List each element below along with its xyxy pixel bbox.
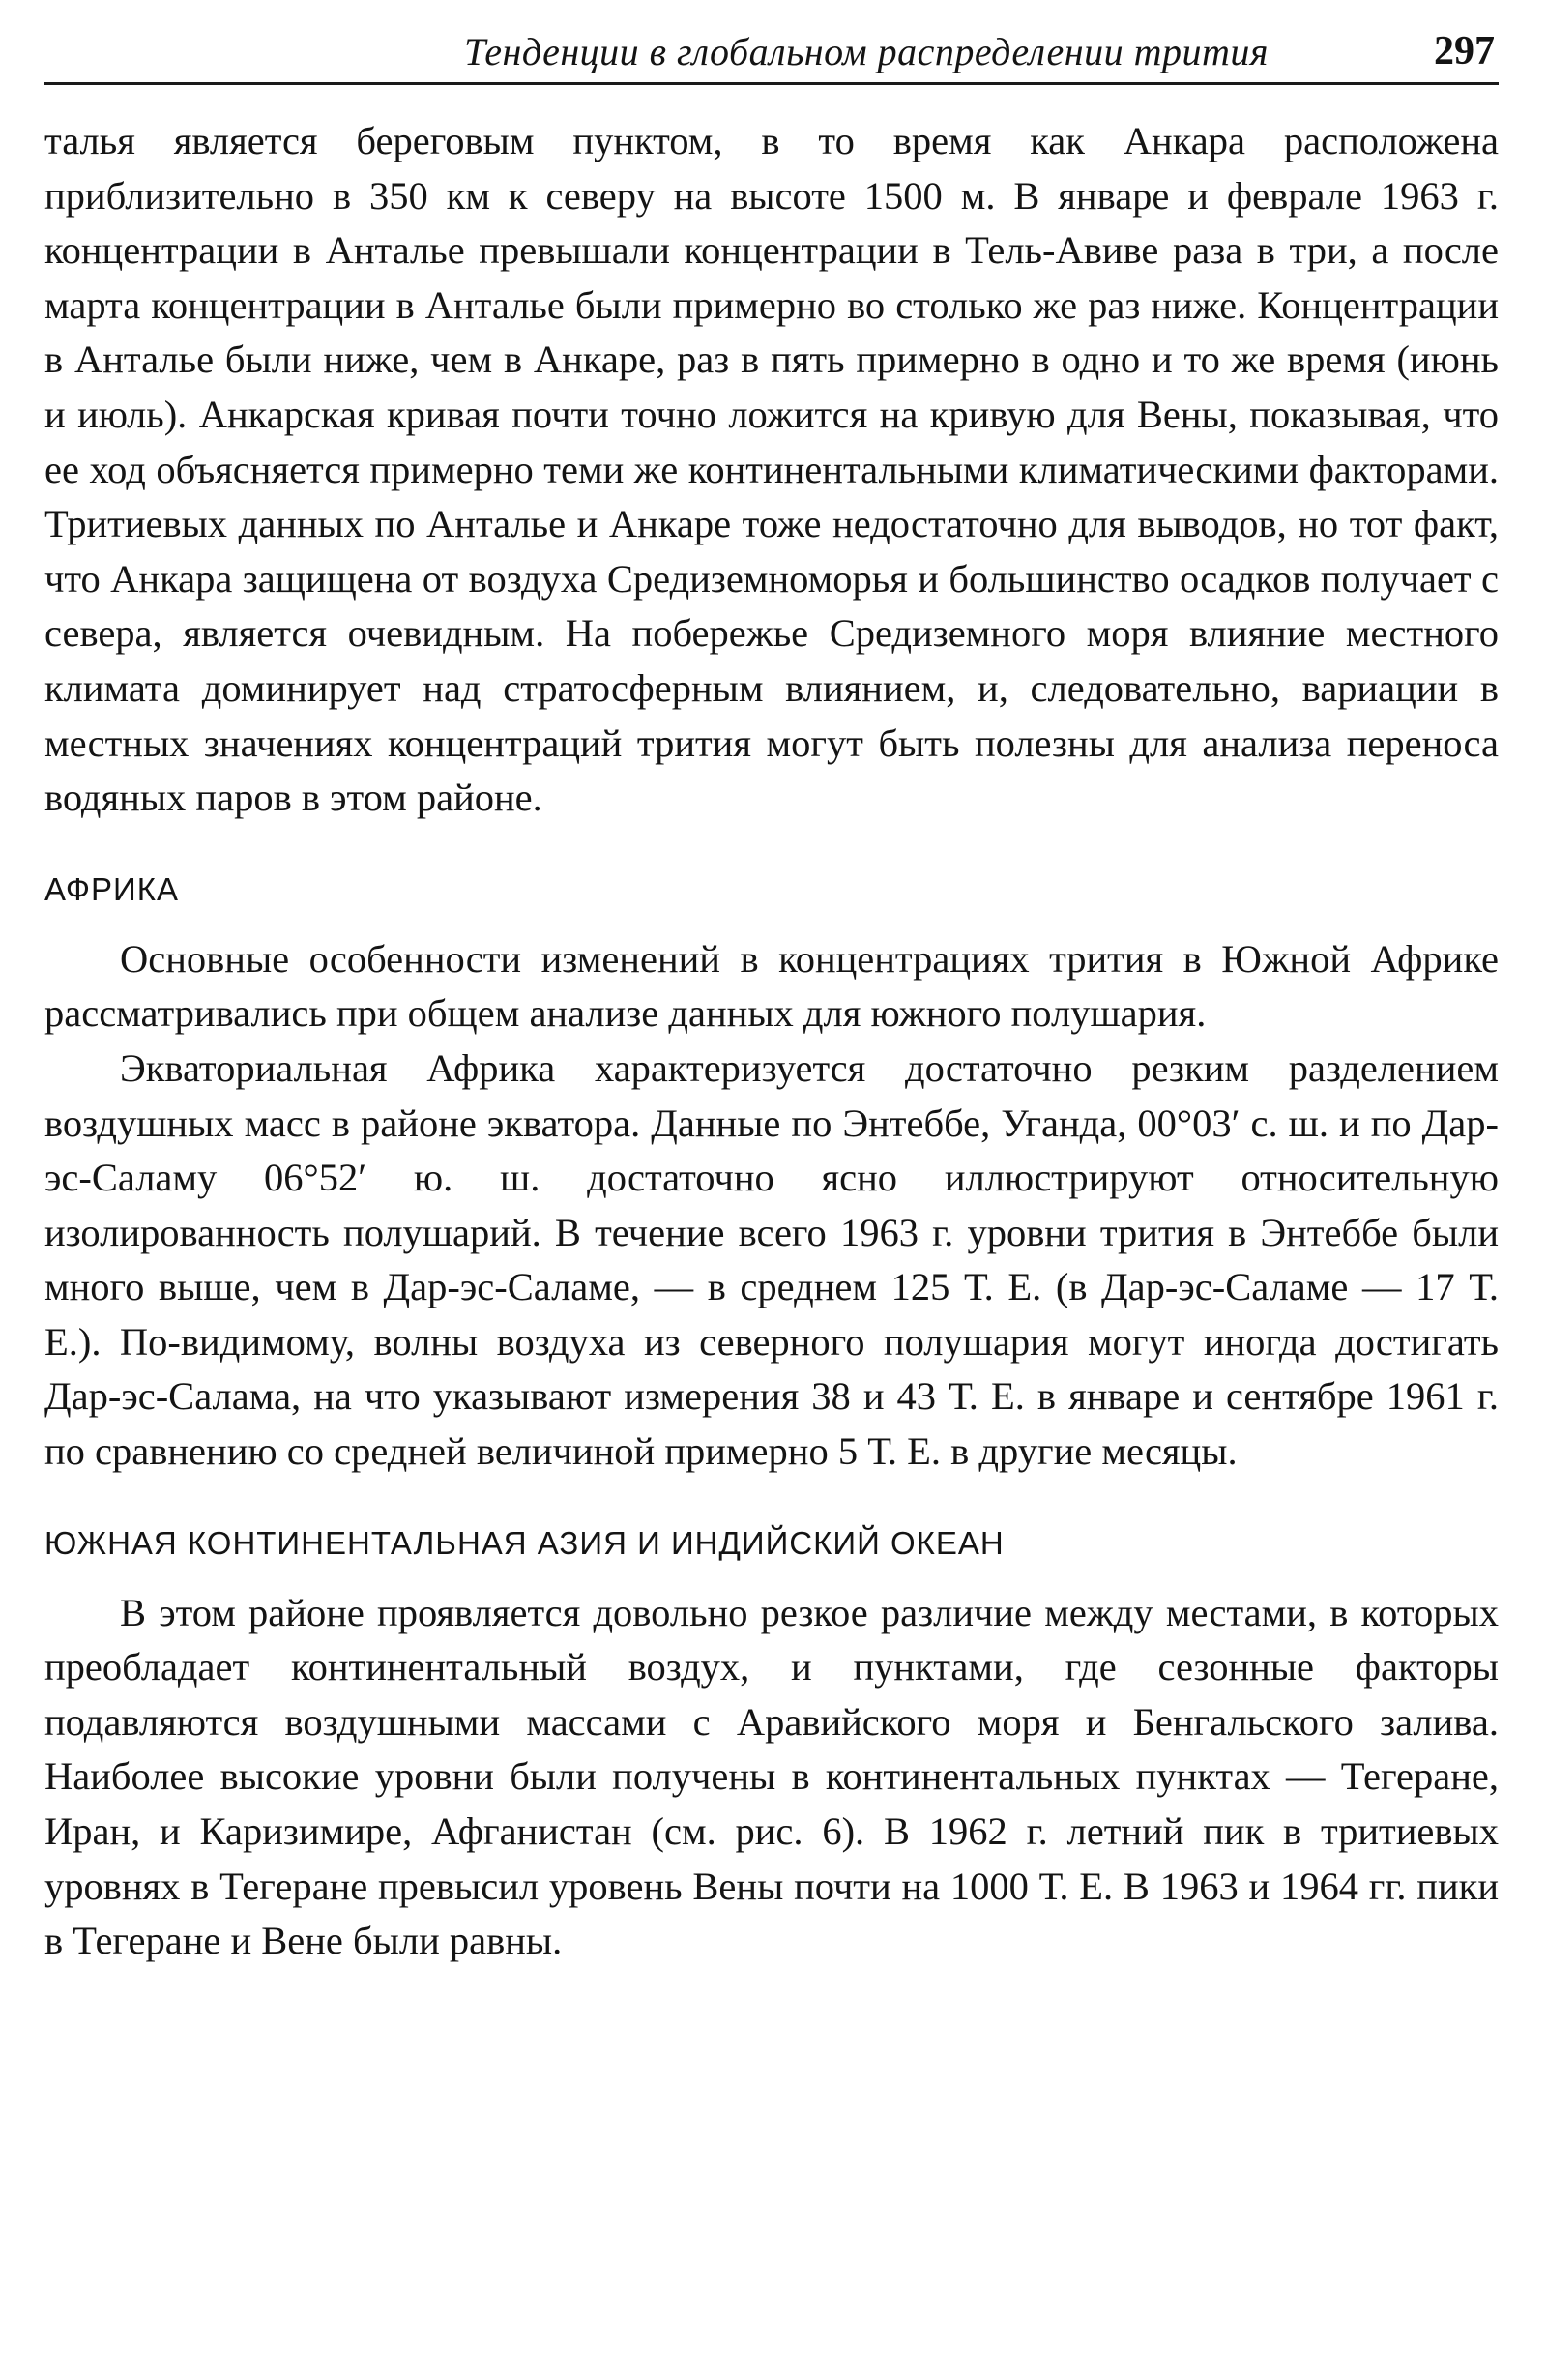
running-head [44,19,1499,85]
body-text [44,114,1499,1969]
running-head-title: Тенденции в глобальном распределении трития [463,30,1270,73]
paragraph-south-asia: В этом районе проявляется довольно резкое различие между местами, в которых преобладает континентальный воздух, и пунктами, где сезонные факторы подавляются воздушными массами с Аравийского моря и Бенгальского залива. Наиболее высокие уровни были получены в континентальных пунктах — Тегеране, Иран, и Каризимире, Афганистан (см. рис. 6). В 1962 г. летний пик в тритиевых уровнях в Тегеране превысил уровень Вены почти на 1000 Т. Е. В 1963 и 1964 гг. пики в Тегеране и Вене были равны. [44,1590,1499,1963]
paragraph-south-africa: Основные особенности изменений в концентрациях трития в Южной Африке рассматривались при общем анализе данных для южного полушария. [44,936,1499,1036]
section-heading-africa: АФРИКА [44,870,179,907]
paragraph-continued: талья является береговым пунктом, в то время как Анкара расположена приблизительно в 350 км к северу на высоте 1500 м. В январе и феврале 1963 г. концентрации в Анталье превышали концентрации в Тель-Авиве раза в три, а после марта концентрации в Анталье были примерно во столько же раз ниже. Концентрации в Анталье были ниже, чем в Анкаре, раз в пять примерно в одно и то же время (июнь и июль). Анкарская кривая почти точно ложится на кривую для Вены, показывая, что ее ход объясняется примерно теми же континентальными климатическими факторами. Тритиевых данных по Анталье и Анкаре тоже недостаточно для выводов, но тот факт, что Анкара защищена от воздуха Средиземноморья и большинство осадков получает с севера, является очевидным. На побережье Средиземного моря влияние местного климата доминирует над стратосферным влиянием, и, следовательно, вариации в местных значениях концентраций трития могут быть полезны для анализа переноса водяных паров в этом районе. [44,119,1499,820]
book-page [44,19,1499,1969]
paragraph-equatorial-africa: Экваториальная Африка характеризуется достаточно резким разделением воздушных масс в районе экватора. Данные по Энтеббе, Уганда, 00°03′ с. ш. и по Дар-эс-Саламу 06°52′ ю. ш. достаточно ясно иллюстрируют относительную изолированность полушарий. В течение всего 1963 г. уровни трития в Энтеббе были много выше, чем в Дар-эс-Саламе, — в среднем 125 Т. Е. (в Дар-эс-Саламе — 17 Т. Е.). По-видимому, волны воздуха из северного полушария могут иногда достигать Дар-эс-Салама, на что указывают измерения 38 и 43 Т. Е. в январе и сентябре 1961 г. по сравнению со средней величиной примерно 5 Т. Е. в другие месяцы. [44,1045,1499,1474]
section-heading-south-asia: ЮЖНАЯ КОНТИНЕНТАЛЬНАЯ АЗИЯ И ИНДИЙСКИЙ ОКЕАН [44,1524,1005,1561]
page-number: 297 [1434,29,1495,73]
